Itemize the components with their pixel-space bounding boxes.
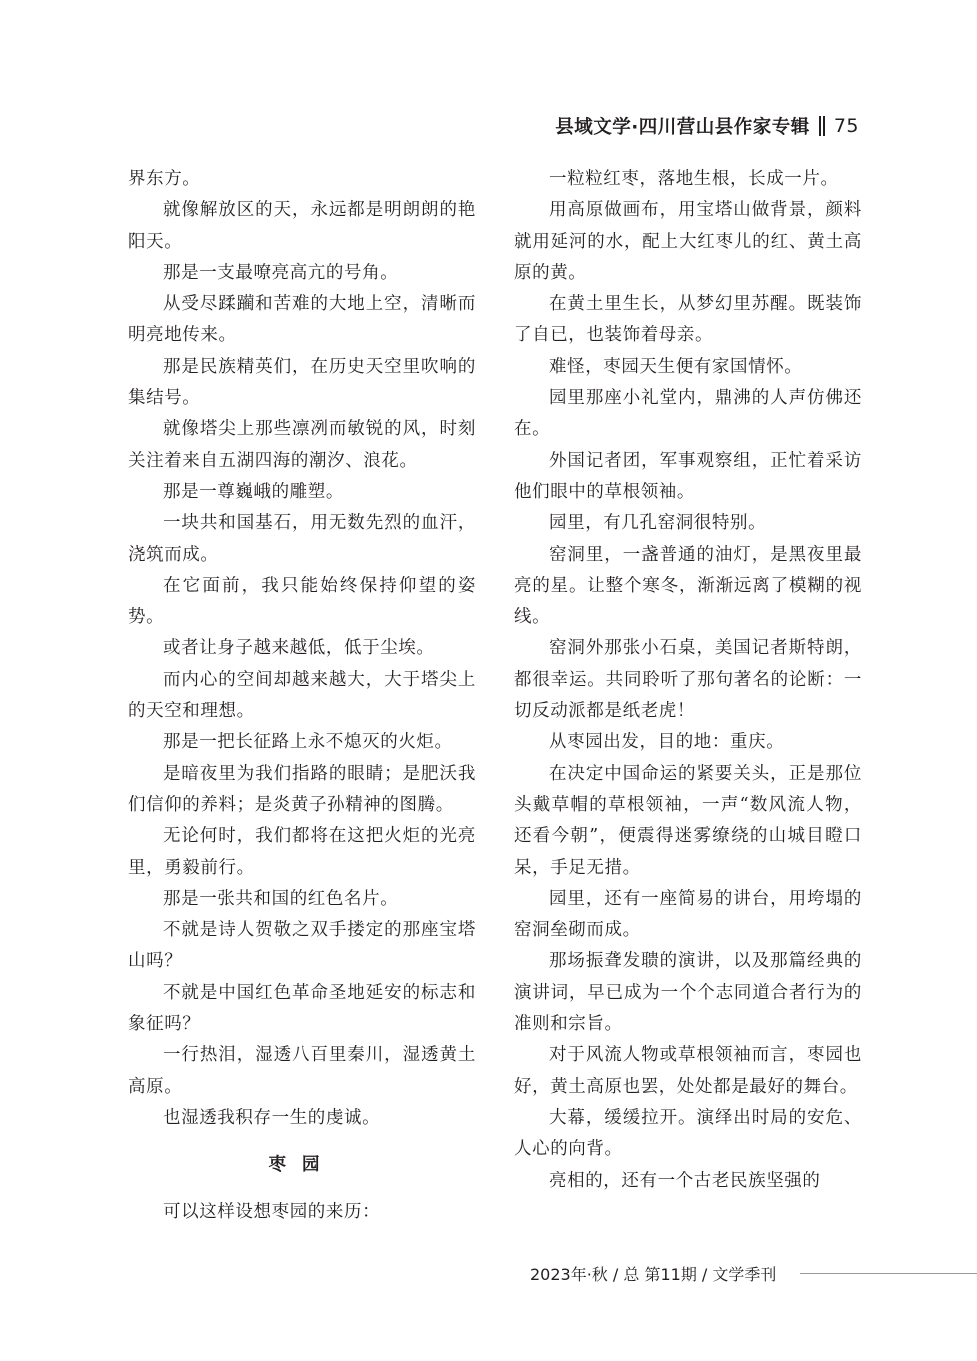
right-column [514,164,862,1197]
paragraph: 园里那座小礼堂内，鼎沸的人声仿佛还在。 [514,388,862,440]
footer-issue-info: 2023年·秋 / 总 第11期 / 文学季刊 [530,1265,777,1284]
paragraph: 是暗夜里为我们指路的眼睛；是肥沃我们信仰的养料；是炎黄子孙精神的图腾。 [128,763,476,815]
paragraph: 那是民族精英们，在历史天空里吹响的集结号。 [128,356,476,409]
paragraph: 一块共和国基石，用无数先烈的血汗，浇筑而成。 [128,513,476,565]
paragraph: 那是一张共和国的红色名片。 [163,888,399,909]
paragraph: 可以这样设想枣园的来历： [163,1201,381,1222]
paragraph: 园里，有几孔窑洞很特别。 [549,513,767,534]
paragraph: 对于风流人物或草根领袖而言，枣园也好，黄土高原也罢，处处都是最好的舞台。 [514,1045,862,1097]
header-title: 县域文学·四川营山县作家专辑 [555,117,810,138]
paragraph: 那是一支最嘹亮高亢的号角。 [163,262,399,283]
section-heading: 枣园 [268,1155,336,1176]
paragraph: 在黄土里生长，从梦幻里苏醒。既装饰了自已，也装饰着母亲。 [514,294,862,346]
paragraph: 也湿透我积存一生的虔诚。 [163,1107,381,1128]
paragraph: 亮相的，还有一个古老民族坚强的 [549,1170,821,1191]
running-header [555,113,859,139]
paragraph: 不就是诗人贺敬之双手搂定的那座宝塔山吗？ [128,920,476,972]
paragraph: 一行热泪，湿透八百里秦川，湿透黄土高原。 [128,1045,476,1097]
paragraph: 从枣园出发，目的地：重庆。 [549,732,785,753]
paragraph: 那是一尊巍峨的雕塑。 [163,481,344,502]
paragraph: 窑洞外那张小石桌，美国记者斯特朗，都很幸运。共同聆听了那句著名的论断：一切反动派都是纸老虎！ [514,638,862,722]
left-column [128,164,476,1228]
header-divider-bars [818,116,826,136]
page-number: 75 [833,115,859,137]
paragraph: 不就是中国红色革命圣地延安的标志和象征吗？ [128,982,476,1035]
footer-rule [800,1273,977,1274]
paragraph: 那是一把长征路上永不熄灭的火炬。 [163,732,453,753]
paragraph: 用高原做画布，用宝塔山做背景，颜料就用延河的水，配上大红枣儿的红、黄土高原的黄。 [514,200,862,283]
paragraph: 界东方。 [128,169,201,189]
paragraph: 难怪，枣园天生便有家国情怀。 [549,356,803,377]
paragraph: 外国记者团，军事观察组，正忙着采访他们眼中的草根领袖。 [514,450,862,502]
paragraph: 那场振聋发聩的演讲，以及那篇经典的演讲词，早已成为一个个志同道合者行为的准则和宗旨。 [514,951,862,1035]
paragraph: 大幕，缓缓拉开。演绎出时局的安危、人心的向背。 [514,1107,862,1160]
paragraph: 而内心的空间却越来越大，大于塔尖上的天空和理想。 [128,669,476,722]
paragraph: 一粒粒红枣，落地生根，长成一片。 [549,169,839,189]
paragraph: 从受尽蹂躏和苦难的大地上空，清晰而明亮地传来。 [128,294,476,346]
paragraph: 无论何时，我们都将在这把火炬的光亮里，勇毅前行。 [128,826,476,878]
paragraph: 就像解放区的天，永远都是明朗朗的艳阳天。 [128,200,476,252]
paragraph: 就像塔尖上那些凛冽而敏锐的风，时刻关注着来自五湖四海的潮汐、浪花。 [128,419,476,471]
paragraph: 或者让身子越来越低，低于尘埃。 [163,638,435,659]
paragraph: 窑洞里，一盏普通的油灯，是黑夜里最亮的星。让整个寒冬，渐渐远离了模糊的视线。 [514,544,862,628]
paragraph: 在决定中国命运的紧要关头，正是那位头戴草帽的草根领袖，一声“数风流人物，还看今朝”，便震得迷雾缭绕的山城目瞪口呆，手足无措。 [514,763,862,878]
paragraph: 园里，还有一座简易的讲台，用垮塌的窑洞垒砌而成。 [514,888,862,941]
paragraph: 在它面前，我只能始终保持仰望的姿势。 [128,575,476,628]
